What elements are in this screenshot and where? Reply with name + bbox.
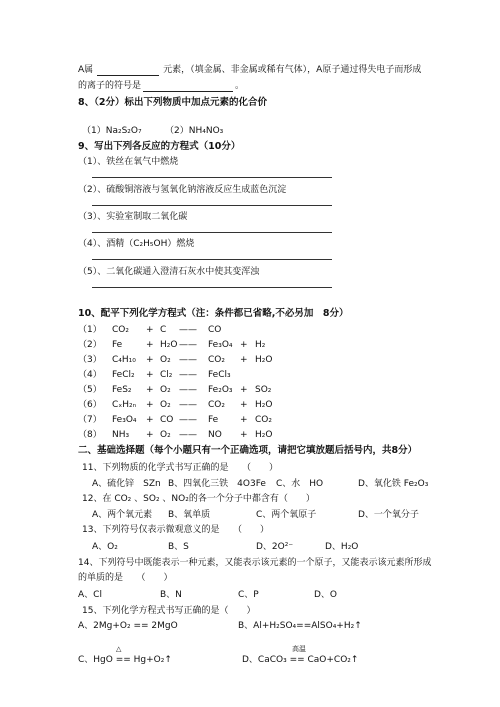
eq-plus-2: + [240, 355, 248, 365]
q8-item-1: （1）Na₂S₂O₇ [82, 126, 142, 136]
q14-option-b: B、N [160, 590, 182, 600]
eq-plus-1: + [146, 415, 154, 425]
q15-c-condition: △ [116, 645, 122, 653]
eq-reactant-1: FeCl₂ [112, 370, 135, 380]
eq-reactant-1: FeS₂ [112, 385, 132, 395]
eq-product-1: Fe₂O₃ [208, 385, 233, 395]
eq-product-1: Fe [208, 415, 219, 425]
eq-arrow: —— [179, 415, 197, 425]
eq-plus-2: + [240, 430, 248, 440]
intro-line-2 [78, 80, 244, 92]
eq-product-1: CO [208, 325, 222, 335]
eq-number: （4） [78, 370, 102, 380]
q11-option-c: C、水 HO [276, 479, 324, 489]
eq-plus-1: + [146, 430, 154, 440]
q15-d-condition: 高温 [292, 645, 306, 653]
eq-arrow: —— [179, 370, 197, 380]
eq-reactant-2: O₂ [160, 430, 171, 440]
q14-option-d: D、O [314, 590, 338, 600]
text-b: 元素，（填金属、非金属或稀有气体），A原子通过得失电子而形成 [163, 65, 422, 75]
eq-product-1: Fe₃O₄ [208, 340, 233, 350]
eq-number: （1） [78, 325, 102, 335]
q12-option-a: A、两个氧元素 [92, 510, 153, 520]
blank-line [143, 82, 233, 92]
eq-plus-2: + [240, 415, 248, 425]
q12-option-c: C、两个氧原子 [256, 510, 317, 520]
q12-option-b: B、氧单质 [168, 510, 211, 520]
eq-plus-2: + [240, 340, 248, 350]
q15: 15、下列化学方程式书写正确的是（ ） [82, 606, 256, 616]
eq-reactant-1: CO₂ [112, 325, 129, 335]
q13: 13、下列符号仅表示微观意义的是 （ ） [82, 525, 269, 535]
eq-arrow: —— [179, 340, 197, 350]
q15-option-d: D、CaCO₃ == CaO+CO₂↑ [242, 655, 359, 665]
q13-option-a: A、O₂ [92, 542, 118, 552]
q9-item-2: （2）、硫酸铜溶液与氢氧化钠溶液反应生成蓝色沉淀 [78, 185, 287, 195]
q9-item-1: （1）、铁丝在氧气中燃烧 [78, 157, 179, 167]
q13-option-c: D、2O²⁻ [256, 542, 294, 552]
eq-product-1: NO [208, 430, 222, 440]
q8-title: 8、（2分）标出下列物质中加点元素的化合价 [78, 97, 267, 108]
eq-plus-1: + [146, 385, 154, 395]
eq-product-1: CO₂ [208, 400, 225, 410]
q14-line-2: 的单质的是 （ ） [78, 573, 173, 583]
eq-reactant-2: O₂ [160, 355, 171, 365]
text-a: A属 [78, 65, 94, 75]
q11-option-a: A、硫化锌 SZn [92, 479, 161, 489]
eq-product-1: CO₂ [208, 355, 225, 365]
blank-line [97, 66, 159, 76]
eq-plus-1: + [146, 400, 154, 410]
eq-product-2: H₂O [255, 355, 273, 365]
eq-plus-2: + [240, 385, 248, 395]
eq-plus-2: + [240, 400, 248, 410]
eq-reactant-1: CₓH₂ₙ [112, 400, 137, 410]
answer-rule-3 [92, 232, 332, 233]
q13-option-b: B、S [168, 542, 189, 552]
eq-product-2: H₂O [255, 430, 273, 440]
q11-option-d: D、氧化铁 Fe₂O₃ [358, 479, 429, 489]
text-c: 的离子的符号是 [78, 81, 142, 91]
eq-number: （6） [78, 400, 102, 410]
q11-option-b: B、四氧化三铁 4O3Fe [168, 479, 266, 489]
eq-product-2: H₂ [255, 340, 266, 350]
q14-option-a: A、Cl [78, 590, 102, 600]
eq-reactant-2: O₂ [160, 385, 171, 395]
q10-title: 10、配平下列化学方程式（注：条件都已省略,不必另加 8分） [78, 308, 349, 319]
answer-rule-1 [92, 177, 332, 178]
eq-reactant-1: C₄H₁₀ [112, 355, 136, 365]
eq-product-1: FeCl₃ [208, 370, 231, 380]
eq-arrow: —— [179, 325, 197, 335]
q12: 12、在 CO₂ 、SO₂ 、NO₂的各一个分子中都含有（ ） [82, 494, 315, 504]
q13-option-d: D、H₂O [325, 542, 359, 552]
eq-plus-1: + [146, 325, 154, 335]
q9-item-5: （5）、二氧化碳通入澄清石灰水中使其变浑浊 [78, 267, 260, 277]
q8-item-2: （2）NH₄NO₃ [165, 126, 224, 136]
eq-arrow: —— [179, 400, 197, 410]
eq-arrow: —— [179, 385, 197, 395]
q15-option-c: C、HgO == Hg+O₂↑ [78, 655, 172, 665]
eq-reactant-2: O₂ [160, 400, 171, 410]
section2-title: 二、基础选择题（每个小题只有一个正确选项，请把它填放题后括号内，共8分） [78, 445, 418, 456]
eq-number: （3） [78, 355, 102, 365]
eq-product-2: SO₂ [255, 385, 272, 395]
q12-option-d: D、一个氧分子 [358, 510, 419, 520]
answer-rule-5 [92, 287, 332, 288]
eq-reactant-2: CO [160, 415, 174, 425]
eq-plus-1: + [146, 370, 154, 380]
q15-option-a: A、2Mg+O₂ == 2MgO [78, 621, 178, 631]
q14-option-c: C、P [238, 590, 259, 600]
eq-reactant-1: Fe₃O₄ [112, 415, 137, 425]
answer-rule-2 [92, 205, 332, 206]
q11: 11、下列物质的化学式书写正确的是 （ ） [82, 463, 278, 473]
eq-plus-1: + [146, 355, 154, 365]
eq-arrow: —— [179, 355, 197, 365]
eq-number: （7） [78, 415, 102, 425]
q9-item-4: （4）、酒精（C₂H₅OH）燃烧 [78, 239, 195, 249]
eq-plus-1: + [146, 340, 154, 350]
eq-product-2: CO₂ [255, 415, 272, 425]
eq-reactant-1: Fe [112, 340, 123, 350]
eq-reactant-2: C [160, 325, 167, 335]
eq-number: （5） [78, 385, 102, 395]
text-d: 。 [235, 81, 245, 91]
q9-title: 9、写出下列各反应的方程式（10分） [78, 141, 241, 152]
intro-line-1 [78, 64, 421, 76]
answer-rule-4 [92, 259, 332, 260]
eq-reactant-2: Cl₂ [160, 370, 173, 380]
eq-reactant-1: NH₃ [112, 430, 130, 440]
eq-reactant-2: H₂O [160, 340, 178, 350]
eq-number: （2） [78, 340, 102, 350]
q14-line-1: 14、下列符号中既能表示一种元素，又能表示该元素的一个原子，又能表示该元素所形成 [78, 558, 432, 568]
eq-arrow: —— [179, 430, 197, 440]
q15-option-b: B、Al+H₂SO₄==AlSO₄+H₂↑ [238, 621, 362, 631]
q9-item-3: （3）、实验室制取二氧化碳 [78, 212, 188, 222]
eq-number: （8） [78, 430, 102, 440]
eq-product-2: H₂O [255, 400, 273, 410]
